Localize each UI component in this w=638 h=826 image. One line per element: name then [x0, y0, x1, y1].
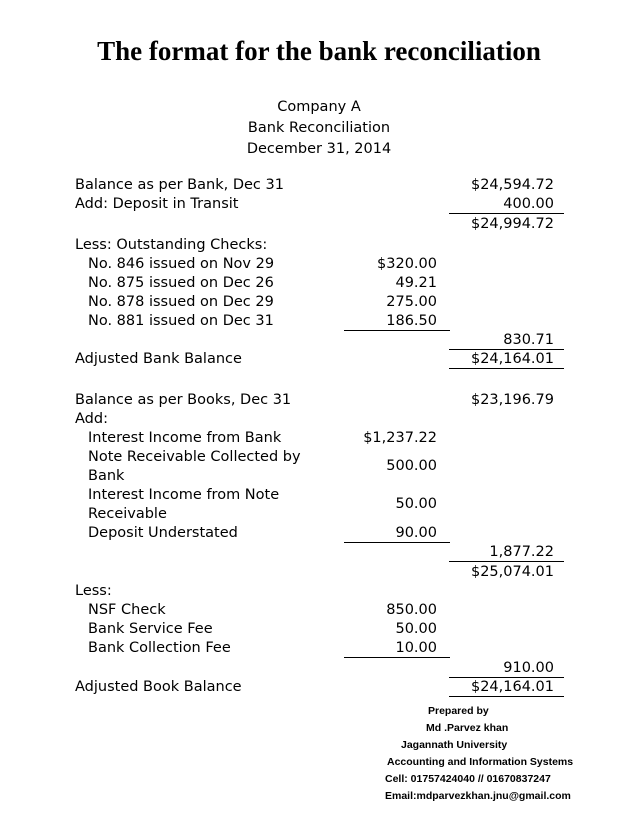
underline	[449, 561, 564, 562]
check-label: No. 846 issued on Nov 29	[88, 256, 275, 272]
underline	[449, 213, 564, 214]
bank-subtotal-value: $24,994.72	[470, 216, 554, 232]
deduction-label: NSF Check	[88, 602, 166, 618]
deduction-label: Bank Service Fee	[88, 621, 213, 637]
department: Accounting and Information Systems	[387, 756, 574, 768]
check-label: No. 878 issued on Dec 29	[88, 294, 274, 310]
book-balance-value: $23,196.79	[470, 392, 554, 408]
statement-name: Bank Reconciliation	[247, 120, 391, 136]
underline	[344, 657, 450, 658]
additions-label: Add:	[75, 411, 108, 427]
book-balance-label: Balance as per Books, Dec 31	[75, 392, 292, 408]
deductions-label: Less:	[75, 583, 112, 599]
page-title: The format for the bank reconciliation	[97, 36, 541, 66]
prepared-by: Prepared by	[428, 705, 489, 717]
addition-value: 50.00	[395, 496, 437, 512]
additions-total-value: 1,877.22	[489, 544, 554, 560]
company-name: Company A	[277, 99, 361, 115]
underline	[449, 696, 564, 697]
email: Email:mdparvezkhan.jnu@gmail.com	[385, 790, 571, 802]
underline	[344, 542, 450, 543]
check-value: $320.00	[377, 256, 437, 272]
addition-value: 500.00	[386, 458, 437, 474]
adjusted-book-balance-value: $24,164.01	[470, 679, 554, 695]
deduction-label: Bank Collection Fee	[88, 640, 231, 656]
deductions-total-value: 910.00	[503, 660, 554, 676]
addition-value: 90.00	[395, 525, 437, 541]
book-subtotal-value: $25,074.01	[470, 564, 554, 580]
underline	[449, 368, 564, 369]
bank-balance-label: Balance as per Bank, Dec 31	[75, 177, 284, 193]
check-label: No. 881 issued on Dec 31	[88, 313, 274, 329]
outstanding-checks-label: Less: Outstanding Checks:	[75, 237, 268, 253]
deduction-value: 850.00	[386, 602, 437, 618]
addition-value: $1,237.22	[363, 430, 437, 446]
deduction-value: 10.00	[395, 640, 437, 656]
deposit-in-transit-value: 400.00	[503, 196, 554, 212]
statement-date: December 31, 2014	[246, 141, 392, 157]
deduction-value: 50.00	[395, 621, 437, 637]
check-value: 186.50	[386, 313, 437, 329]
university: Jagannath University	[401, 739, 508, 751]
check-label: No. 875 issued on Dec 26	[88, 275, 274, 291]
addition-label: Note Receivable Collected by Bank	[88, 449, 301, 484]
deposit-in-transit-label: Add: Deposit in Transit	[75, 196, 239, 212]
check-value: 49.21	[395, 275, 437, 291]
author-name: Md .Parvez khan	[426, 722, 509, 734]
cell-numbers: Cell: 01757424040 // 01670837247	[385, 773, 551, 785]
addition-label: Interest Income from Note Receivable	[88, 487, 280, 522]
adjusted-book-balance-label: Adjusted Book Balance	[75, 679, 242, 695]
adjusted-bank-balance-value: $24,164.01	[470, 351, 554, 367]
checks-total-value: 830.71	[503, 332, 554, 348]
check-value: 275.00	[386, 294, 437, 310]
addition-label: Interest Income from Bank	[88, 430, 282, 446]
addition-label: Deposit Understated	[88, 525, 238, 541]
underline	[344, 330, 450, 331]
adjusted-bank-balance-label: Adjusted Bank Balance	[75, 351, 242, 367]
bank-balance-value: $24,594.72	[470, 177, 554, 193]
